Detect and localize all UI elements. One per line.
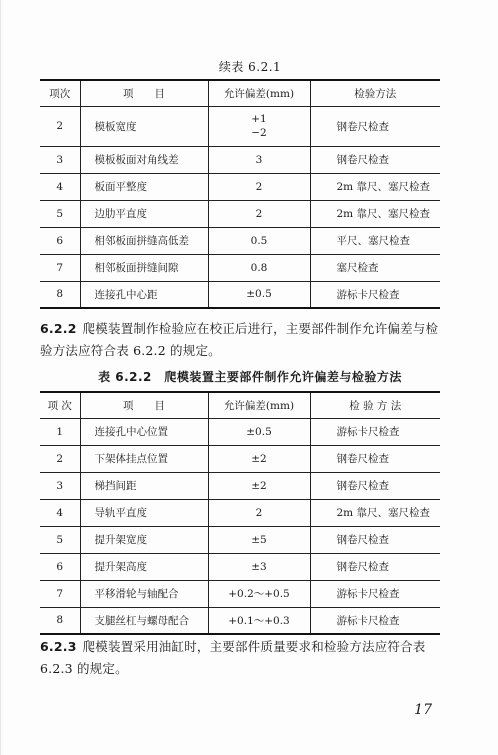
row-no: 5 <box>40 526 80 553</box>
table-row <box>40 173 440 200</box>
row-method: 2m 靠尺、塞尺检查 <box>310 499 440 526</box>
table2-header-no: 项 次 <box>40 392 80 418</box>
row-no: 4 <box>40 499 80 526</box>
row-tolerance: ±5 <box>208 526 310 553</box>
row-item: 提升架宽度 <box>80 526 208 553</box>
row-no: 5 <box>40 200 80 227</box>
table-row <box>40 200 440 227</box>
row-no: 1 <box>40 418 80 445</box>
row-no: 7 <box>40 580 80 607</box>
row-tolerance: ±0.5 <box>208 418 310 445</box>
table-row <box>40 553 440 580</box>
table2-header-row <box>40 392 440 418</box>
table2-caption: 表 6.2.2 爬模装置主要部件制作允许偏差与检验方法 <box>98 370 402 384</box>
row-method: 平尺、塞尺检查 <box>310 227 440 254</box>
row-item: 模板宽度 <box>80 106 208 146</box>
row-no: 8 <box>40 607 80 634</box>
row-method: 游标卡尺检查 <box>310 281 440 308</box>
table-row <box>40 281 440 308</box>
row-tolerance: +0.1～+0.3 <box>208 607 310 634</box>
table-row <box>40 146 440 173</box>
clause-number: 6.2.2 <box>40 321 77 336</box>
table-row <box>40 254 440 281</box>
row-tolerance: 2 <box>208 200 310 227</box>
table1 <box>40 79 440 309</box>
row-item: 连接孔中心位置 <box>80 418 208 445</box>
table2-header-tolerance: 允许偏差(mm) <box>208 392 310 418</box>
row-tolerance: ±3 <box>208 553 310 580</box>
row-no: 8 <box>40 281 80 308</box>
table1-header-row <box>40 80 440 106</box>
row-item: 导轨平直度 <box>80 499 208 526</box>
table-row <box>40 106 440 146</box>
row-tolerance: ±2 <box>208 472 310 499</box>
tolerance-lower: −2 <box>251 127 267 139</box>
row-tolerance: 2 <box>208 499 310 526</box>
table-row <box>40 418 440 445</box>
row-method: 钢卷尺检查 <box>310 106 440 146</box>
row-item: 相邻板面拼缝间隙 <box>80 254 208 281</box>
row-item: 板面平整度 <box>80 173 208 200</box>
table1-caption: 续表 6.2.1 <box>218 60 282 74</box>
row-no: 4 <box>40 173 80 200</box>
table1-header-item: 项 目 <box>80 80 208 106</box>
row-method: 2m 靠尺、塞尺检查 <box>310 200 440 227</box>
row-item: 连接孔中心距 <box>80 281 208 308</box>
row-no: 3 <box>40 146 80 173</box>
row-tolerance: 2 <box>208 173 310 200</box>
row-method: 钢卷尺检查 <box>310 553 440 580</box>
row-tolerance: 0.5 <box>208 227 310 254</box>
table-row <box>40 445 440 472</box>
row-tolerance: 3 <box>208 146 310 173</box>
row-no: 6 <box>40 227 80 254</box>
tolerance-stack <box>251 112 266 140</box>
table-row <box>40 526 440 553</box>
row-no: 6 <box>40 553 80 580</box>
row-no: 2 <box>40 106 80 146</box>
row-item: 下架体挂点位置 <box>80 445 208 472</box>
row-tolerance: +0.2～+0.5 <box>208 580 310 607</box>
row-tolerance <box>208 106 310 146</box>
row-item: 支腿丝杠与螺母配合 <box>80 607 208 634</box>
table2-header-item: 项 目 <box>80 392 208 418</box>
row-item: 平移滑轮与轴配合 <box>80 580 208 607</box>
table-row <box>40 607 440 634</box>
clause-number: 6.2.3 <box>40 639 77 654</box>
row-item: 模板板面对角线差 <box>80 146 208 173</box>
table2 <box>40 391 440 635</box>
row-method: 游标卡尺检查 <box>310 418 440 445</box>
clause-6-2-2-paragraph <box>40 318 440 362</box>
page-number: 17 <box>414 702 432 718</box>
row-method: 游标卡尺检查 <box>310 607 440 634</box>
row-item: 相邻板面拼缝高低差 <box>80 227 208 254</box>
row-method: 钢卷尺检查 <box>310 445 440 472</box>
row-item: 边肋平直度 <box>80 200 208 227</box>
table2-header-method: 检 验 方 法 <box>310 392 440 418</box>
row-tolerance: ±2 <box>208 445 310 472</box>
row-no: 3 <box>40 472 80 499</box>
row-method: 游标卡尺检查 <box>310 580 440 607</box>
row-no: 2 <box>40 445 80 472</box>
row-item: 梯挡间距 <box>80 472 208 499</box>
clause-text: 爬模装置采用油缸时，主要部件质量要求和检验方法应符合表 6.2.3 的规定。 <box>40 639 426 676</box>
table1-header-tolerance: 允许偏差(mm) <box>208 80 310 106</box>
row-method: 钢卷尺检查 <box>310 472 440 499</box>
row-item: 提升架高度 <box>80 553 208 580</box>
table1-header-no: 项次 <box>40 80 80 106</box>
row-method: 钢卷尺检查 <box>310 526 440 553</box>
table-row <box>40 472 440 499</box>
table-row <box>40 499 440 526</box>
table1-header-method: 检验方法 <box>310 80 440 106</box>
table-row <box>40 227 440 254</box>
row-method: 塞尺检查 <box>310 254 440 281</box>
clause-text: 爬模装置制作检验应在校正后进行，主要部件制作允许偏差与检验方法应符合表 6.2.2 的规定。 <box>40 321 439 358</box>
clause-6-2-3-paragraph <box>40 636 440 680</box>
table-row <box>40 580 440 607</box>
row-no: 7 <box>40 254 80 281</box>
tolerance-upper: +1 <box>251 113 267 125</box>
row-tolerance: ±0.5 <box>208 281 310 308</box>
row-method: 2m 靠尺、塞尺检查 <box>310 173 440 200</box>
row-tolerance: 0.8 <box>208 254 310 281</box>
row-method: 钢卷尺检查 <box>310 146 440 173</box>
